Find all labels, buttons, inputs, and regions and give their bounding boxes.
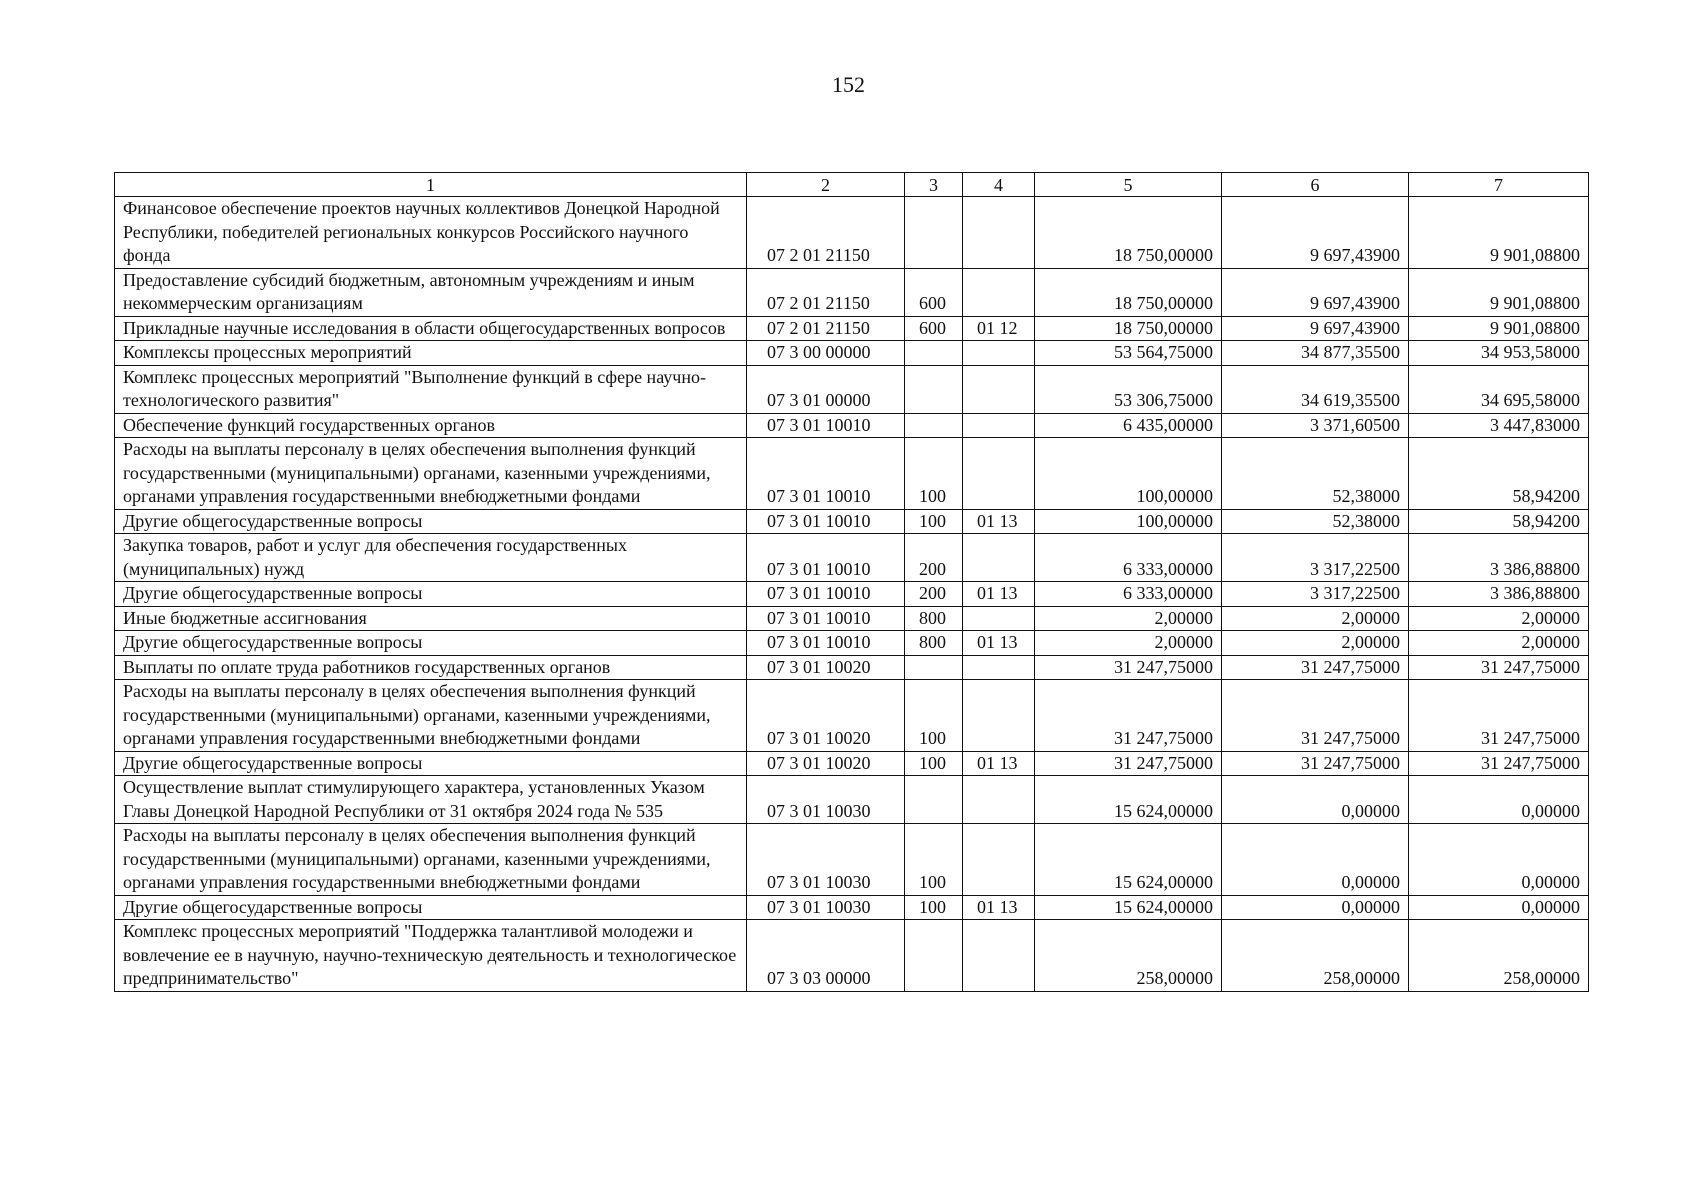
section-code-cell <box>963 365 1035 413</box>
table-row <box>115 751 1589 776</box>
amount-col6-cell: 0,00000 <box>1222 824 1409 896</box>
table-row <box>115 438 1589 510</box>
table-row <box>115 824 1589 896</box>
target-article-code-cell: 07 3 01 10020 <box>747 680 905 752</box>
amount-col5-cell: 2,00000 <box>1035 631 1222 656</box>
column-header: 2 <box>747 173 905 197</box>
expense-type-cell <box>905 776 963 824</box>
expense-type-cell: 200 <box>905 582 963 607</box>
row-name-cell: Прикладные научные исследования в области общегосударственных вопросов <box>115 316 747 341</box>
amount-col7-cell: 3 386,88800 <box>1409 534 1589 582</box>
amount-col6-cell: 52,38000 <box>1222 509 1409 534</box>
amount-col5-cell: 100,00000 <box>1035 509 1222 534</box>
row-name-cell: Другие общегосударственные вопросы <box>115 631 747 656</box>
amount-col5-cell: 2,00000 <box>1035 606 1222 631</box>
target-article-code-cell: 07 3 01 10010 <box>747 509 905 534</box>
expense-type-cell <box>905 365 963 413</box>
table-row <box>115 268 1589 316</box>
amount-col7-cell: 34 695,58000 <box>1409 365 1589 413</box>
amount-col6-cell: 34 877,35500 <box>1222 341 1409 366</box>
target-article-code-cell: 07 3 00 00000 <box>747 341 905 366</box>
amount-col6-cell: 31 247,75000 <box>1222 680 1409 752</box>
row-name-cell: Другие общегосударственные вопросы <box>115 751 747 776</box>
table-row <box>115 776 1589 824</box>
expense-type-cell <box>905 413 963 438</box>
target-article-code-cell: 07 3 01 10010 <box>747 631 905 656</box>
row-name-cell: Комплекс процессных мероприятий "Поддержка талантливой молодежи и вовлечение ее в научную, научно-техническую деятельность и технологическое предпринимательство" <box>115 920 747 992</box>
expense-type-cell: 100 <box>905 895 963 920</box>
expense-type-cell: 100 <box>905 438 963 510</box>
row-name-cell: Закупка товаров, работ и услуг для обеспечения государственных (муниципальных) нужд <box>115 534 747 582</box>
column-header: 6 <box>1222 173 1409 197</box>
amount-col7-cell: 31 247,75000 <box>1409 655 1589 680</box>
section-code-cell <box>963 680 1035 752</box>
column-header: 7 <box>1409 173 1589 197</box>
expense-type-cell <box>905 341 963 366</box>
amount-col5-cell: 6 333,00000 <box>1035 534 1222 582</box>
row-name-cell: Обеспечение функций государственных органов <box>115 413 747 438</box>
table-header-row <box>115 173 1589 197</box>
column-header: 1 <box>115 173 747 197</box>
target-article-code-cell: 07 3 01 10010 <box>747 582 905 607</box>
amount-col7-cell: 58,94200 <box>1409 438 1589 510</box>
amount-col5-cell: 18 750,00000 <box>1035 316 1222 341</box>
section-code-cell: 01 13 <box>963 509 1035 534</box>
amount-col5-cell: 31 247,75000 <box>1035 655 1222 680</box>
target-article-code-cell: 07 3 01 10030 <box>747 776 905 824</box>
amount-col7-cell: 258,00000 <box>1409 920 1589 992</box>
section-code-cell: 01 13 <box>963 895 1035 920</box>
expense-type-cell: 200 <box>905 534 963 582</box>
amount-col7-cell: 9 901,08800 <box>1409 197 1589 269</box>
column-header: 5 <box>1035 173 1222 197</box>
row-name-cell: Выплаты по оплате труда работников государственных органов <box>115 655 747 680</box>
row-name-cell: Комплекс процессных мероприятий "Выполнение функций в сфере научно-технологического развития" <box>115 365 747 413</box>
amount-col7-cell: 3 447,83000 <box>1409 413 1589 438</box>
expense-type-cell: 800 <box>905 631 963 656</box>
expense-type-cell: 100 <box>905 509 963 534</box>
amount-col6-cell: 31 247,75000 <box>1222 751 1409 776</box>
section-code-cell <box>963 341 1035 366</box>
target-article-code-cell: 07 3 01 10020 <box>747 751 905 776</box>
amount-col5-cell: 18 750,00000 <box>1035 268 1222 316</box>
target-article-code-cell: 07 2 01 21150 <box>747 197 905 269</box>
row-name-cell: Расходы на выплаты персоналу в целях обеспечения выполнения функций государственными (муниципальными) органами, казенными учреждениями, органами управления государственными внебюджетными фондами <box>115 438 747 510</box>
amount-col5-cell: 15 624,00000 <box>1035 895 1222 920</box>
section-code-cell <box>963 606 1035 631</box>
amount-col6-cell: 2,00000 <box>1222 606 1409 631</box>
amount-col5-cell: 258,00000 <box>1035 920 1222 992</box>
table-row <box>115 582 1589 607</box>
table-row <box>115 606 1589 631</box>
target-article-code-cell: 07 2 01 21150 <box>747 316 905 341</box>
row-name-cell: Другие общегосударственные вопросы <box>115 895 747 920</box>
expense-type-cell: 600 <box>905 268 963 316</box>
section-code-cell: 01 13 <box>963 582 1035 607</box>
amount-col6-cell: 3 317,22500 <box>1222 534 1409 582</box>
row-name-cell: Иные бюджетные ассигнования <box>115 606 747 631</box>
section-code-cell <box>963 413 1035 438</box>
column-header: 4 <box>963 173 1035 197</box>
amount-col5-cell: 18 750,00000 <box>1035 197 1222 269</box>
amount-col7-cell: 0,00000 <box>1409 824 1589 896</box>
table-row <box>115 509 1589 534</box>
amount-col7-cell: 31 247,75000 <box>1409 680 1589 752</box>
column-header: 3 <box>905 173 963 197</box>
amount-col6-cell: 34 619,35500 <box>1222 365 1409 413</box>
expense-type-cell: 100 <box>905 680 963 752</box>
target-article-code-cell: 07 3 01 10010 <box>747 438 905 510</box>
section-code-cell: 01 12 <box>963 316 1035 341</box>
section-code-cell <box>963 534 1035 582</box>
amount-col7-cell: 0,00000 <box>1409 776 1589 824</box>
amount-col6-cell: 258,00000 <box>1222 920 1409 992</box>
section-code-cell <box>963 776 1035 824</box>
amount-col7-cell: 3 386,88800 <box>1409 582 1589 607</box>
amount-col6-cell: 3 317,22500 <box>1222 582 1409 607</box>
amount-col5-cell: 6 435,00000 <box>1035 413 1222 438</box>
row-name-cell: Расходы на выплаты персоналу в целях обеспечения выполнения функций государственными (муниципальными) органами, казенными учреждениями, органами управления государственными внебюджетными фондами <box>115 824 747 896</box>
row-name-cell: Осуществление выплат стимулирующего характера, установленных Указом Главы Донецкой Народной Республики от 31 октября 2024 года № 535 <box>115 776 747 824</box>
table-row <box>115 197 1589 269</box>
section-code-cell <box>963 438 1035 510</box>
row-name-cell: Предоставление субсидий бюджетным, автономным учреждениям и иным некоммерческим организациям <box>115 268 747 316</box>
expense-type-cell: 100 <box>905 824 963 896</box>
amount-col7-cell: 34 953,58000 <box>1409 341 1589 366</box>
expense-type-cell <box>905 920 963 992</box>
section-code-cell: 01 13 <box>963 751 1035 776</box>
amount-col6-cell: 9 697,43900 <box>1222 316 1409 341</box>
amount-col6-cell: 52,38000 <box>1222 438 1409 510</box>
amount-col5-cell: 100,00000 <box>1035 438 1222 510</box>
target-article-code-cell: 07 3 01 10020 <box>747 655 905 680</box>
section-code-cell <box>963 655 1035 680</box>
amount-col6-cell: 2,00000 <box>1222 631 1409 656</box>
target-article-code-cell: 07 3 01 00000 <box>747 365 905 413</box>
table-row <box>115 631 1589 656</box>
expense-type-cell: 100 <box>905 751 963 776</box>
amount-col6-cell: 9 697,43900 <box>1222 268 1409 316</box>
table-row <box>115 895 1589 920</box>
amount-col7-cell: 9 901,08800 <box>1409 268 1589 316</box>
amount-col5-cell: 53 306,75000 <box>1035 365 1222 413</box>
section-code-cell <box>963 824 1035 896</box>
target-article-code-cell: 07 3 01 10030 <box>747 895 905 920</box>
table-row <box>115 680 1589 752</box>
section-code-cell: 01 13 <box>963 631 1035 656</box>
table-row <box>115 341 1589 366</box>
section-code-cell <box>963 197 1035 269</box>
target-article-code-cell: 07 3 01 10010 <box>747 534 905 582</box>
table-row <box>115 413 1589 438</box>
expense-type-cell: 600 <box>905 316 963 341</box>
row-name-cell: Финансовое обеспечение проектов научных коллективов Донецкой Народной Республики, победителей региональных конкурсов Российского научного фонда <box>115 197 747 269</box>
target-article-code-cell: 07 3 01 10010 <box>747 413 905 438</box>
amount-col5-cell: 15 624,00000 <box>1035 824 1222 896</box>
amount-col5-cell: 15 624,00000 <box>1035 776 1222 824</box>
amount-col6-cell: 31 247,75000 <box>1222 655 1409 680</box>
amount-col7-cell: 58,94200 <box>1409 509 1589 534</box>
amount-col5-cell: 53 564,75000 <box>1035 341 1222 366</box>
amount-col6-cell: 3 371,60500 <box>1222 413 1409 438</box>
table-row <box>115 534 1589 582</box>
amount-col7-cell: 0,00000 <box>1409 895 1589 920</box>
target-article-code-cell: 07 3 03 00000 <box>747 920 905 992</box>
amount-col5-cell: 6 333,00000 <box>1035 582 1222 607</box>
amount-col5-cell: 31 247,75000 <box>1035 751 1222 776</box>
row-name-cell: Комплексы процессных мероприятий <box>115 341 747 366</box>
expense-type-cell <box>905 197 963 269</box>
amount-col7-cell: 31 247,75000 <box>1409 751 1589 776</box>
expense-type-cell: 800 <box>905 606 963 631</box>
row-name-cell: Расходы на выплаты персоналу в целях обеспечения выполнения функций государственными (муниципальными) органами, казенными учреждениями, органами управления государственными внебюджетными фондами <box>115 680 747 752</box>
amount-col6-cell: 0,00000 <box>1222 895 1409 920</box>
table-row <box>115 920 1589 992</box>
amount-col5-cell: 31 247,75000 <box>1035 680 1222 752</box>
table-row <box>115 365 1589 413</box>
section-code-cell <box>963 920 1035 992</box>
page-number: 152 <box>832 72 865 97</box>
amount-col7-cell: 2,00000 <box>1409 631 1589 656</box>
expense-type-cell <box>905 655 963 680</box>
amount-col7-cell: 2,00000 <box>1409 606 1589 631</box>
row-name-cell: Другие общегосударственные вопросы <box>115 509 747 534</box>
amount-col6-cell: 0,00000 <box>1222 776 1409 824</box>
row-name-cell: Другие общегосударственные вопросы <box>115 582 747 607</box>
section-code-cell <box>963 268 1035 316</box>
table-row <box>115 655 1589 680</box>
target-article-code-cell: 07 3 01 10010 <box>747 606 905 631</box>
amount-col7-cell: 9 901,08800 <box>1409 316 1589 341</box>
budget-table <box>114 172 1589 992</box>
amount-col6-cell: 9 697,43900 <box>1222 197 1409 269</box>
target-article-code-cell: 07 3 01 10030 <box>747 824 905 896</box>
table-row <box>115 316 1589 341</box>
target-article-code-cell: 07 2 01 21150 <box>747 268 905 316</box>
